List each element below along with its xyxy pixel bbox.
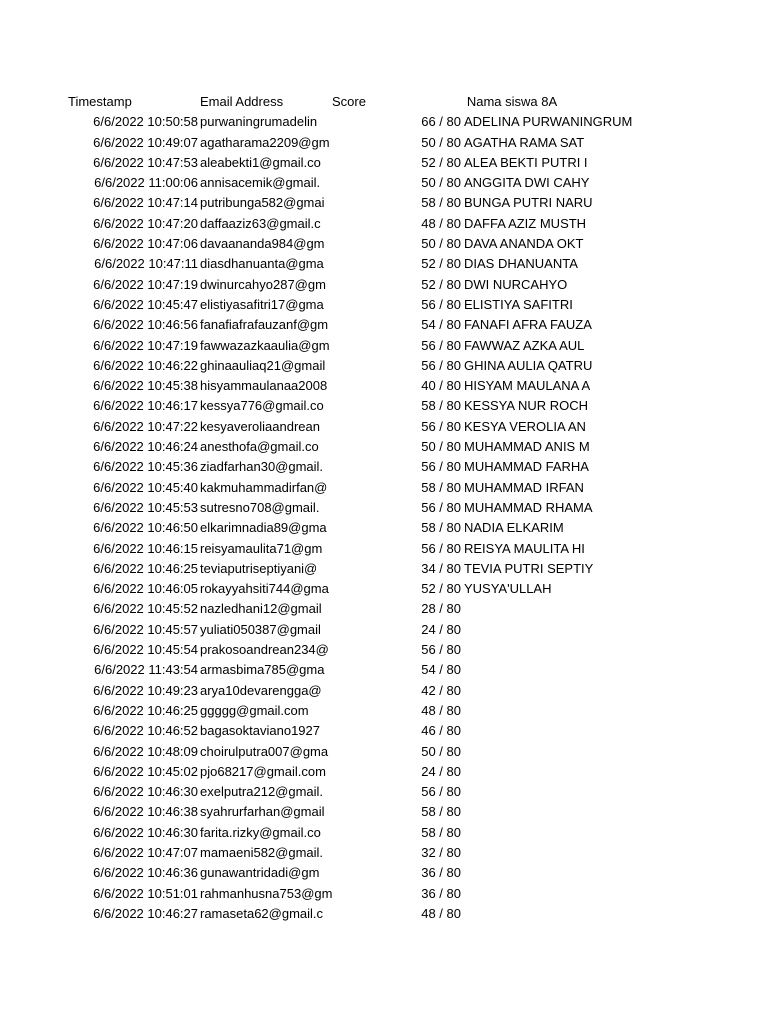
- name-cell: [464, 823, 608, 843]
- score-cell: 58 / 80: [421, 520, 461, 536]
- score-cell: 50 / 80: [421, 743, 461, 759]
- email-cell: ggggg@gmail.com: [200, 702, 309, 718]
- score-cell: 52 / 80: [421, 154, 461, 170]
- email-cell: kessya776@gmail.co: [200, 398, 324, 414]
- timestamp-cell: 6/6/2022 10:46:50: [93, 520, 198, 536]
- name-cell: [464, 802, 608, 822]
- name-cell: ADELINA PURWANINGRUM: [464, 114, 633, 130]
- timestamp-cell: 6/6/2022 10:46:17: [93, 398, 198, 414]
- name-cell: MUHAMMAD FARHA: [464, 459, 589, 475]
- timestamp-cell: 6/6/2022 10:46:27: [93, 905, 198, 921]
- email-cell: rokayyahsiti744@gma: [200, 581, 329, 597]
- name-cell: HISYAM MAULANA A: [464, 378, 591, 394]
- timestamp-cell: 6/6/2022 11:00:06: [94, 175, 198, 191]
- score-cell: 56 / 80: [421, 418, 461, 434]
- score-cell: 36 / 80: [421, 885, 461, 901]
- email-cell: pjo68217@gmail.com: [200, 763, 326, 779]
- score-cell: 28 / 80: [421, 601, 461, 617]
- table-row: [0, 843, 768, 863]
- table-row: [0, 782, 768, 802]
- email-cell: syahrurfarhan@gmail: [200, 804, 325, 820]
- name-cell: YUSYA'ULLAH: [464, 581, 552, 597]
- email-cell: putribunga582@gmai: [200, 195, 325, 211]
- score-cell: 34 / 80: [421, 560, 461, 576]
- score-cell: 56 / 80: [421, 499, 461, 515]
- email-cell: bagasoktaviano1927: [200, 723, 320, 739]
- email-cell: anesthofa@gmail.co: [200, 439, 319, 455]
- table-row: [0, 802, 768, 822]
- timestamp-cell: 6/6/2022 10:46:38: [93, 804, 198, 820]
- email-cell: annisacemik@gmail.: [200, 175, 321, 191]
- name-cell: [464, 843, 608, 863]
- score-cell: 52 / 80: [421, 256, 461, 272]
- score-cell: 36 / 80: [421, 865, 461, 881]
- name-cell: NADIA ELKARIM: [464, 520, 564, 536]
- email-cell: farita.rizky@gmail.co: [200, 824, 321, 840]
- table-row: [0, 518, 768, 538]
- score-cell: 58 / 80: [421, 824, 461, 840]
- table-row: [0, 457, 768, 477]
- name-cell: KESSYA NUR ROCH: [464, 398, 589, 414]
- email-cell: kakmuhammadirfan@: [200, 479, 328, 495]
- score-cell: 32 / 80: [421, 844, 461, 860]
- name-cell: MUHAMMAD RHAMA: [464, 499, 593, 515]
- name-cell: KESYA VEROLIA AN: [464, 418, 586, 434]
- email-cell: sutresno708@gmail.: [200, 499, 320, 515]
- timestamp-cell: 6/6/2022 10:50:58: [93, 114, 198, 130]
- score-cell: 56 / 80: [421, 540, 461, 556]
- score-cell: 50 / 80: [421, 236, 461, 252]
- table-row: [0, 437, 768, 457]
- table-row: [0, 396, 768, 416]
- name-cell: ANGGITA DWI CAHY: [464, 175, 590, 191]
- email-cell: fanafiafrafauzanf@gm: [200, 317, 329, 333]
- timestamp-cell: 6/6/2022 10:46:30: [93, 784, 198, 800]
- table-row: [0, 599, 768, 619]
- score-cell: 50 / 80: [421, 175, 461, 191]
- score-cell: 58 / 80: [421, 195, 461, 211]
- score-cell: 58 / 80: [421, 398, 461, 414]
- table-row: [0, 620, 768, 640]
- name-cell: [464, 721, 608, 741]
- name-cell: [464, 640, 608, 660]
- timestamp-cell: 6/6/2022 10:46:25: [93, 560, 198, 576]
- timestamp-cell: 6/6/2022 10:45:57: [93, 621, 198, 637]
- name-cell: DAVA ANANDA OKT: [464, 236, 584, 252]
- table-row: [0, 904, 768, 924]
- table-row: [0, 559, 768, 579]
- table-row: [0, 112, 768, 132]
- timestamp-cell: 6/6/2022 10:47:06: [93, 236, 198, 252]
- name-cell: [464, 599, 608, 619]
- name-cell: AGATHA RAMA SAT: [464, 134, 585, 150]
- score-cell: 46 / 80: [421, 723, 461, 739]
- name-cell: [464, 660, 608, 680]
- timestamp-cell: 6/6/2022 10:47:53: [93, 154, 198, 170]
- score-cell: 56 / 80: [421, 337, 461, 353]
- table-row: [0, 214, 768, 234]
- email-cell: nazledhani12@gmail: [200, 601, 322, 617]
- timestamp-cell: 6/6/2022 10:46:15: [93, 540, 198, 556]
- email-cell: kesyaveroliaandrean: [200, 418, 320, 434]
- table-row: [0, 721, 768, 741]
- table-row: [0, 640, 768, 660]
- score-cell: 66 / 80: [421, 114, 461, 130]
- name-cell: TEVIA PUTRI SEPTIY: [464, 560, 594, 576]
- name-cell: [464, 681, 608, 701]
- timestamp-cell: 6/6/2022 10:46:05: [93, 581, 198, 597]
- table-row: [0, 884, 768, 904]
- email-cell: elkarimnadia89@gma: [200, 520, 327, 536]
- score-cell: 50 / 80: [421, 439, 461, 455]
- timestamp-cell: 6/6/2022 10:47:19: [93, 337, 198, 353]
- table-row: [0, 254, 768, 274]
- timestamp-cell: 6/6/2022 10:45:40: [93, 479, 198, 495]
- table-body: [0, 112, 768, 924]
- score-cell: 52 / 80: [421, 276, 461, 292]
- score-cell: 48 / 80: [421, 702, 461, 718]
- name-cell: MUHAMMAD ANIS M: [464, 439, 590, 455]
- email-cell: teviaputriseptiyani@: [200, 560, 318, 576]
- timestamp-cell: 6/6/2022 10:46:52: [93, 723, 198, 739]
- timestamp-cell: 6/6/2022 10:45:53: [93, 499, 198, 515]
- score-cell: 58 / 80: [421, 479, 461, 495]
- email-cell: exelputra212@gmail.: [200, 784, 324, 800]
- name-cell: [464, 742, 608, 762]
- email-cell: ghinaauliaq21@gmail: [200, 357, 326, 373]
- timestamp-cell: 6/6/2022 10:47:19: [93, 276, 198, 292]
- email-cell: rahmanhusna753@gm: [200, 885, 333, 901]
- email-cell: ramaseta62@gmail.c: [200, 905, 324, 921]
- email-cell: agatharama2209@gm: [200, 134, 330, 150]
- table-row: [0, 539, 768, 559]
- email-cell: diasdhanuanta@gma: [200, 256, 324, 272]
- name-cell: [464, 620, 608, 640]
- table-row: [0, 863, 768, 883]
- timestamp-cell: 6/6/2022 10:47:22: [93, 418, 198, 434]
- header-timestamp: Timestamp: [68, 94, 132, 109]
- score-cell: 54 / 80: [421, 317, 461, 333]
- timestamp-cell: 6/6/2022 10:49:23: [93, 682, 198, 698]
- table-row: [0, 579, 768, 599]
- timestamp-cell: 6/6/2022 11:43:54: [94, 662, 198, 678]
- table-row: [0, 295, 768, 315]
- timestamp-cell: 6/6/2022 10:46:56: [93, 317, 198, 333]
- table-row: [0, 742, 768, 762]
- table-row: [0, 762, 768, 782]
- timestamp-cell: 6/6/2022 10:51:01: [93, 885, 198, 901]
- table-row: [0, 315, 768, 335]
- timestamp-cell: 6/6/2022 10:49:07: [93, 134, 198, 150]
- table-row: [0, 701, 768, 721]
- email-cell: dwinurcahyo287@gm: [200, 276, 326, 292]
- score-cell: 52 / 80: [421, 581, 461, 597]
- table-row: [0, 681, 768, 701]
- email-cell: purwaningrumadelin: [200, 114, 318, 130]
- name-cell: [464, 782, 608, 802]
- email-cell: elistiyasafitri17@gma: [200, 296, 324, 312]
- timestamp-cell: 6/6/2022 10:46:30: [93, 824, 198, 840]
- header-email: Email Address: [200, 94, 284, 109]
- header-score: Score: [332, 94, 366, 109]
- timestamp-cell: 6/6/2022 10:47:20: [93, 215, 198, 231]
- score-cell: 56 / 80: [421, 296, 461, 312]
- timestamp-cell: 6/6/2022 10:46:36: [93, 865, 198, 881]
- table-row: [0, 173, 768, 193]
- score-cell: 40 / 80: [421, 378, 461, 394]
- name-cell: FANAFI AFRA FAUZA: [464, 317, 592, 333]
- timestamp-cell: 6/6/2022 10:45:54: [93, 642, 198, 658]
- email-cell: daffaaziz63@gmail.c: [200, 215, 321, 231]
- timestamp-cell: 6/6/2022 10:47:11: [94, 256, 198, 272]
- timestamp-cell: 6/6/2022 10:45:47: [93, 296, 198, 312]
- email-cell: choirulputra007@gma: [200, 743, 329, 759]
- score-cell: 48 / 80: [421, 215, 461, 231]
- score-cell: 58 / 80: [421, 804, 461, 820]
- email-cell: yuliati050387@gmail: [200, 621, 321, 637]
- email-cell: gunawantridadi@gm: [200, 865, 320, 881]
- name-cell: [464, 863, 608, 883]
- table-row: [0, 133, 768, 153]
- spreadsheet: [0, 92, 768, 924]
- score-cell: 24 / 80: [421, 763, 461, 779]
- timestamp-cell: 6/6/2022 10:45:36: [93, 459, 198, 475]
- email-cell: ziadfarhan30@gmail.: [200, 459, 324, 475]
- timestamp-cell: 6/6/2022 10:45:52: [93, 601, 198, 617]
- name-cell: FAWWAZ AZKA AUL: [464, 337, 585, 353]
- table-row: [0, 478, 768, 498]
- table-row: [0, 376, 768, 396]
- table-row: [0, 823, 768, 843]
- name-cell: DWI NURCAHYO: [464, 276, 568, 292]
- table-row: [0, 660, 768, 680]
- name-cell: MUHAMMAD IRFAN: [464, 479, 584, 495]
- email-cell: armasbima785@gma: [200, 662, 325, 678]
- email-cell: davaananda984@gm: [200, 236, 325, 252]
- score-cell: 24 / 80: [421, 621, 461, 637]
- timestamp-cell: 6/6/2022 10:45:38: [93, 378, 198, 394]
- name-cell: ELISTIYA SAFITRI: [464, 296, 573, 312]
- timestamp-cell: 6/6/2022 10:47:14: [93, 195, 198, 211]
- name-cell: REISYA MAULITA HI: [464, 540, 585, 556]
- table-row: [0, 193, 768, 213]
- score-cell: 56 / 80: [421, 642, 461, 658]
- table-row: [0, 417, 768, 437]
- score-cell: 48 / 80: [421, 905, 461, 921]
- score-cell: 56 / 80: [421, 459, 461, 475]
- table-row: [0, 275, 768, 295]
- email-cell: arya10devarengga@: [200, 682, 322, 698]
- score-cell: 54 / 80: [421, 662, 461, 678]
- table-row: [0, 498, 768, 518]
- timestamp-cell: 6/6/2022 10:47:07: [93, 844, 198, 860]
- timestamp-cell: 6/6/2022 10:46:22: [93, 357, 198, 373]
- name-cell: GHINA AULIA QATRU: [464, 357, 593, 373]
- score-cell: 56 / 80: [421, 784, 461, 800]
- table-row: [0, 356, 768, 376]
- table-row: [0, 153, 768, 173]
- name-cell: [464, 762, 608, 782]
- score-cell: 56 / 80: [421, 357, 461, 373]
- email-cell: prakosoandrean234@: [200, 642, 329, 658]
- name-cell: [464, 701, 608, 721]
- table-row: [0, 336, 768, 356]
- name-cell: [464, 904, 608, 924]
- email-cell: mamaeni582@gmail.: [200, 844, 324, 860]
- email-cell: reisyamaulita71@gm: [200, 540, 323, 556]
- timestamp-cell: 6/6/2022 10:46:25: [93, 702, 198, 718]
- score-cell: 42 / 80: [421, 682, 461, 698]
- header-row: [0, 92, 768, 112]
- timestamp-cell: 6/6/2022 10:48:09: [93, 743, 198, 759]
- name-cell: [464, 884, 608, 904]
- name-cell: DIAS DHANUANTA: [464, 256, 578, 272]
- score-cell: 50 / 80: [421, 134, 461, 150]
- name-cell: ALEA BEKTI PUTRI I: [464, 154, 588, 170]
- table-row: [0, 234, 768, 254]
- timestamp-cell: 6/6/2022 10:45:02: [93, 763, 198, 779]
- email-cell: hisyammaulanaa2008: [200, 378, 328, 394]
- header-name: Nama siswa 8A: [466, 94, 558, 109]
- timestamp-cell: 6/6/2022 10:46:24: [93, 439, 198, 455]
- email-cell: aleabekti1@gmail.co: [200, 154, 321, 170]
- email-cell: fawwazazkaaulia@gm: [200, 337, 330, 353]
- name-cell: BUNGA PUTRI NARU: [464, 195, 593, 211]
- name-cell: DAFFA AZIZ MUSTH: [464, 215, 587, 231]
